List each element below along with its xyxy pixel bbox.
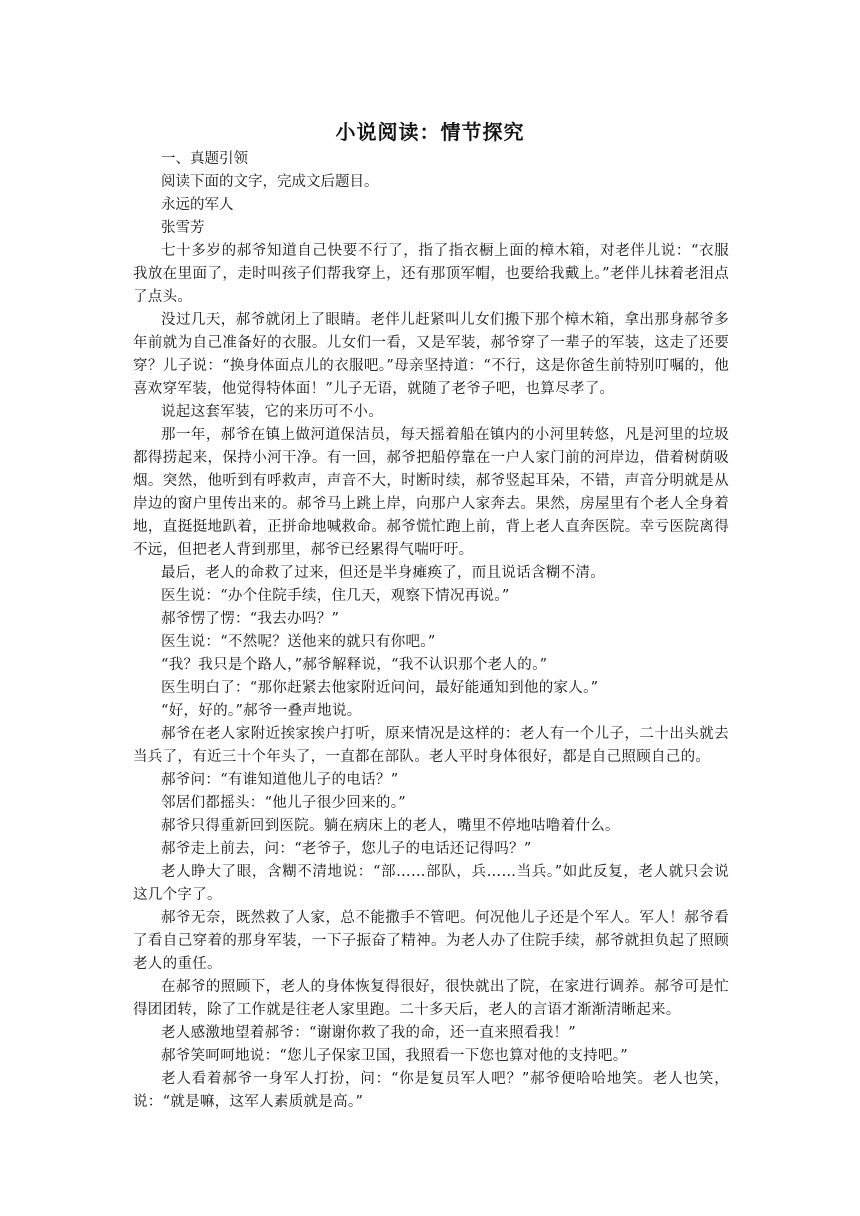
- paragraph: 那一年，郝爷在镇上做河道保洁员，每天摇着船在镇内的小河里转悠，凡是河里的垃圾都得捞起来，保持小河干净。有一回，郝爷把船停靠在一户人家门前的河岸边，借着树荫吸烟。突然，他听到有呼救声，声音不大，时断时续，郝爷竖起耳朵，不错，声音分明就是从岸边的窗户里传出来的。郝爷马上跳上岸，向那户人家奔去。果然，房屋里有个老人全身着地，直挺挺地趴着，正拼命地喊救命。郝爷慌忙跑上前，背上老人直奔医院。幸亏医院离得不远，但把老人背到那里，郝爷已经累得气喘吁吁。: [133, 427, 729, 558]
- paragraph: 老人感激地望着郝爷：“谢谢你救了我的命，还一直来照看我！”: [161, 1025, 577, 1041]
- document-body: [133, 148, 729, 1114]
- paragraph: 没过几天，郝爷就闭上了眼睛。老伴儿赶紧叫儿女们搬下那个樟木箱，拿出那身郝爷多年前就为自己准备好的衣服。儿女们一看，又是军装，郝爷穿了一辈子的军装，这走了还要穿？儿子说：“换身体面点儿的衣服吧。”母亲坚持道：“不行，这是你爸生前特别叮嘱的，他喜欢穿军装，他觉得特体面！”儿子无语，就随了老爷子吧，也算尽孝了。: [133, 312, 729, 397]
- paragraph: 郝爷在老人家附近挨家挨户打听，原来情况是这样的：老人有一个儿子，二十出头就去当兵了，有近三十个年头了，一直都在部队。老人平时身体很好，都是自己照顾自己的。: [133, 726, 729, 765]
- document-title: 小说阅读：情节探究: [335, 120, 525, 144]
- paragraph: 邻居们都摇头：“他儿子很少回来的。”: [161, 795, 406, 811]
- paragraph: 在郝爷的照顾下，老人的身体恢复得很好，很快就出了院，在家进行调养。郝爷可是忙得团团转，除了工作就是往老人家里跑。二十多天后，老人的言语才渐渐清晰起来。: [133, 979, 729, 1018]
- paragraph: 老人睁大了眼，含糊不清地说：“部……部队，兵……当兵。”如此反复，老人就只会说这几个字了。: [133, 864, 729, 903]
- story-title: 永远的军人: [161, 197, 234, 213]
- paragraph: 医生明白了：“那你赶紧去他家附近问问，最好能通知到他的家人。”: [161, 680, 599, 696]
- paragraph: 七十多岁的郝爷知道自己快要不行了，指了指衣橱上面的樟木箱，对老伴儿说：“衣服我放在里面了，走时叫孩子们帮我穿上，还有那顶军帽，也要给我戴上。”老伴儿抹着老泪点了点头。: [133, 243, 729, 305]
- paragraph: 郝爷无奈，既然救了人家，总不能撒手不管吧。何况他儿子还是个军人。军人！郝爷看了看自己穿着的那身军装，一下子振奋了精神。为老人办了住院手续，郝爷就担负起了照顾老人的重任。: [133, 910, 729, 972]
- paragraph: “好，好的。”郝爷一叠声地说。: [161, 703, 362, 719]
- paragraph: 郝爷笑呵呵地说：“您儿子保家卫国，我照看一下您也算对他的支持吧。”: [161, 1048, 628, 1064]
- paragraph: 郝爷只得重新回到医院。躺在病床上的老人，嘴里不停地咕噜着什么。: [161, 818, 620, 834]
- paragraph: 医生说：“办个住院手续，住几天，观察下情况再说。”: [161, 588, 510, 604]
- paragraph: “我？我只是个路人，”郝爷解释说，“我不认识那个老人的。”: [161, 657, 548, 673]
- instruction-line: 阅读下面的文字，完成文后题目。: [161, 174, 379, 190]
- paragraph: 郝爷问：“有谁知道他儿子的电话？”: [161, 772, 399, 788]
- section-heading: 一、真题引领: [161, 151, 248, 167]
- paragraph: 最后，老人的命救了过来，但还是半身瘫痪了，而且说话含糊不清。: [161, 565, 605, 581]
- paragraph: 说起这套军装，它的来历可不小。: [161, 404, 383, 420]
- paragraph: 医生说：“不然呢？送他来的就只有你吧。”: [161, 634, 436, 650]
- story-author: 张雪芳: [161, 220, 205, 236]
- paragraph: 老人看着郝爷一身军人打扮，问：“你是复员军人吧？”郝爷便哈哈地笑。老人也笑，说：“就是嘛，这军人素质就是高。”: [133, 1071, 729, 1110]
- paragraph: 郝爷愣了愣：“我去办吗？”: [161, 611, 340, 627]
- paragraph: 郝爷走上前去，问：“老爷子，您儿子的电话还记得吗？”: [161, 841, 532, 857]
